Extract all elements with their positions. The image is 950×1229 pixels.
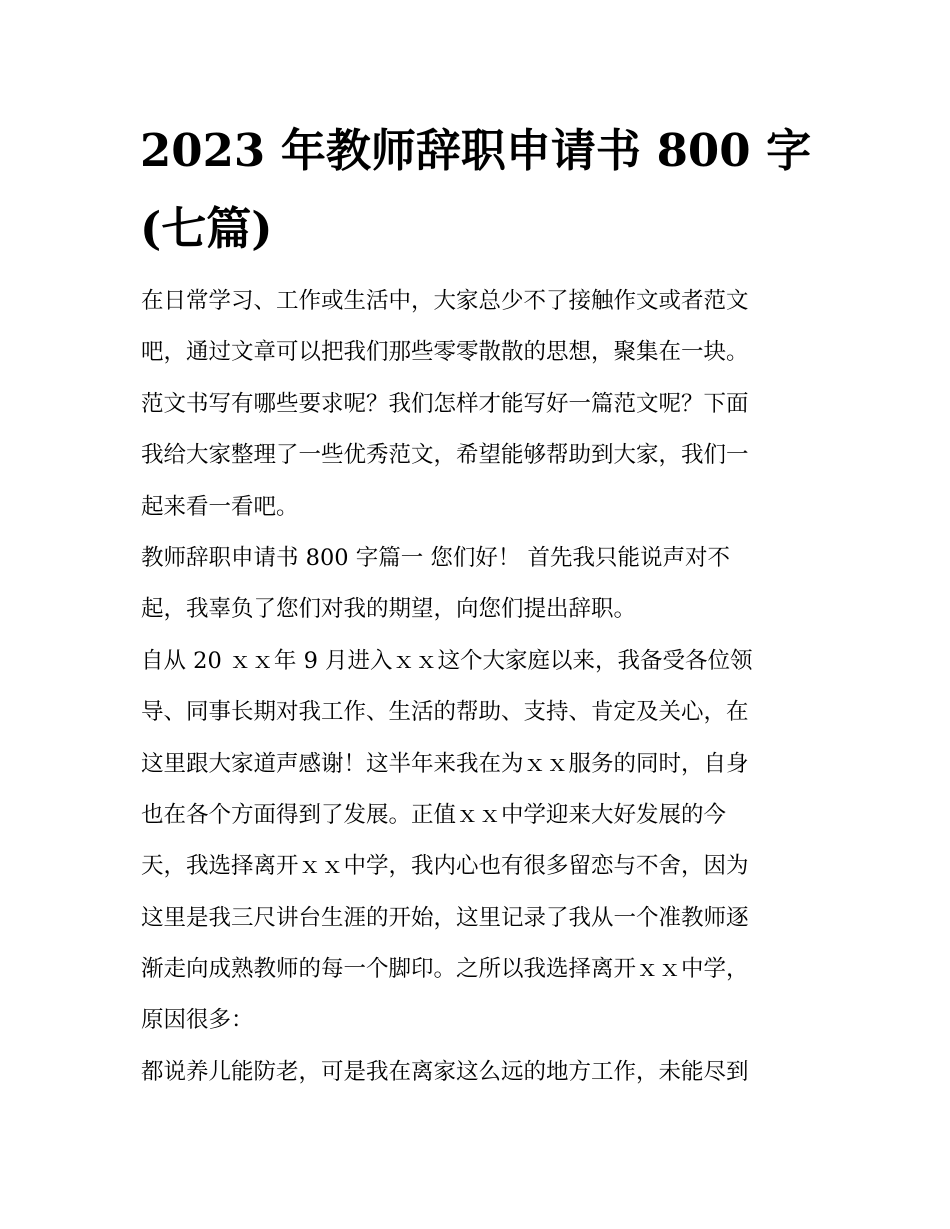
document-body (141, 276, 831, 1098)
body-line: 原因很多： (141, 1007, 254, 1034)
title-line-2: (七篇) (140, 202, 273, 255)
body-line: 导、同事长期对我工作、生活的帮助、支持、肯定及关心，在 (141, 699, 749, 726)
body-line: 渐走向成熟教师的每一个脚印。之所以我选择离开ｘｘ中学， (141, 956, 749, 983)
body-line: 吧，通过文章可以把我们那些零零散散的思想，聚集在一块。 (141, 339, 749, 366)
body-line: 自从 20 ｘｘ年 9 月进入ｘｘ这个大家庭以来，我备受各位领 (141, 647, 753, 674)
body-line: 起，我辜负了您们对我的期望，向您们提出辞职。 (141, 596, 637, 623)
body-line: 我给大家整理了一些优秀范文，希望能够帮助到大家，我们一 (141, 442, 749, 469)
body-line: 这里是我三尺讲台生涯的开始，这里记录了我从一个准教师逐 (141, 904, 749, 931)
body-line: 这里跟大家道声感谢！这半年来我在为ｘｘ服务的同时，自身 (141, 750, 749, 777)
body-line: 也在各个方面得到了发展。正值ｘｘ中学迎来大好发展的今 (141, 801, 727, 828)
title-line-1: 2023 年教师辞职申请书 800 字 (140, 124, 812, 177)
body-line: 范文书写有哪些要求呢？我们怎样才能写好一篇范文呢？下面 (141, 390, 749, 417)
body-line: 教师辞职申请书 800 字篇一 您们好！ 首先我只能说声对不 (141, 544, 731, 571)
body-line: 都说养儿能防老，可是我在离家这么远的地方工作，未能尽到 (141, 1058, 749, 1085)
body-line: 起来看一看吧。 (141, 493, 299, 520)
document-title (140, 112, 820, 268)
body-line: 天，我选择离开ｘｘ中学，我内心也有很多留恋与不舍，因为 (141, 853, 749, 880)
body-line: 在日常学习、工作或生活中，大家总少不了接触作文或者范文 (141, 288, 749, 314)
